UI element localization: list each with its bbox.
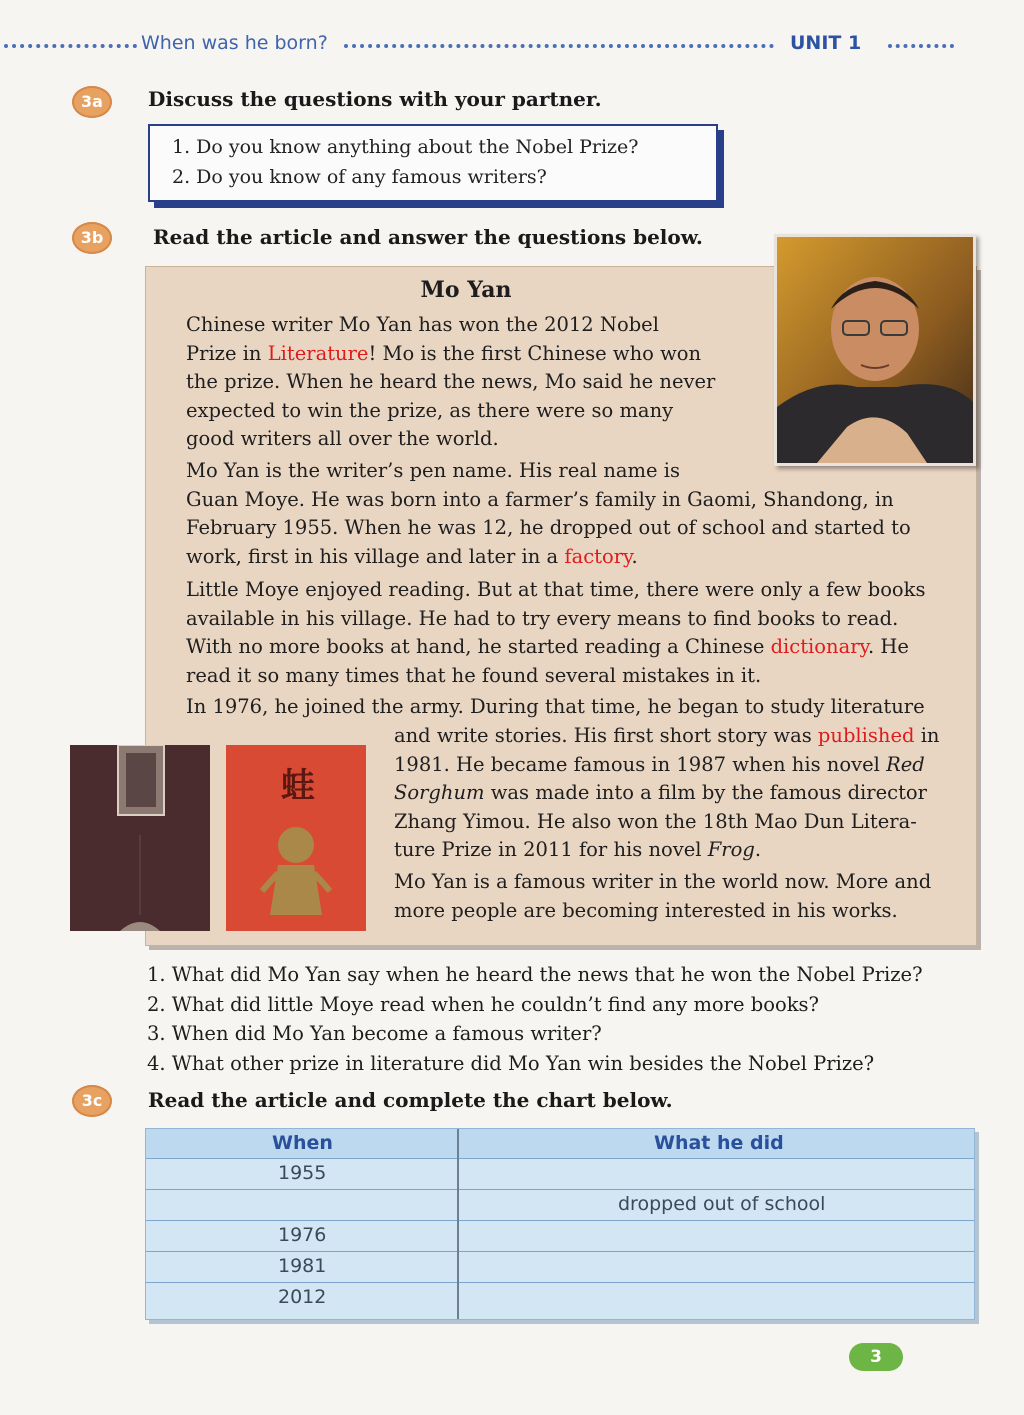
- chart-cell-what: dropped out of school: [618, 1193, 826, 1215]
- header-dots-right: [888, 44, 954, 48]
- badge-3c: 3c: [72, 1085, 112, 1117]
- instruction-3c: Read the article and complete the chart below.: [148, 1088, 673, 1112]
- article-paragraph-1: Chinese writer Mo Yan has won the 2012 Nobel Prize in Literature! Mo is the first Chinese who won the prize. When he heard the news, Mo said he never expected to win the prize, as there were so many good writers all over the world.: [186, 313, 716, 450]
- book-cover-image: [226, 745, 366, 931]
- question-item: 3. When did Mo Yan become a famous writer?: [147, 1022, 602, 1045]
- badge-3a: 3a: [72, 86, 112, 118]
- question-item: 2. What did little Moye read when he couldn’t find any more books?: [147, 992, 819, 1016]
- page-header: [0, 30, 1024, 60]
- comprehension-questions: [147, 960, 923, 1078]
- unit-label: UNIT 1: [790, 32, 862, 54]
- instruction-3b: Read the article and answer the questions below.: [153, 225, 703, 249]
- chart-row: [146, 1158, 974, 1190]
- article-paragraph-4-line1: In 1976, he joined the army. During that time, he began to study literature: [186, 695, 925, 718]
- chart-divider: [457, 1129, 459, 1319]
- chart-cell-when: 1976: [278, 1224, 327, 1246]
- book-cover-frog: [226, 745, 366, 931]
- chart-row: [146, 1220, 974, 1252]
- chart-cell-when: 2012: [278, 1286, 327, 1308]
- article-title: Mo Yan: [420, 277, 512, 303]
- question-item: 1. What did Mo Yan say when he heard the news that he won the Nobel Prize?: [147, 963, 923, 986]
- book-cover-image: [70, 745, 210, 931]
- instruction-3a: Discuss the questions with your partner.: [148, 87, 602, 111]
- chart-header-when: When: [272, 1132, 333, 1154]
- chart-cell-when: 1981: [278, 1255, 327, 1277]
- novel-title: Frog: [707, 838, 755, 861]
- chart-header-what: What he did: [654, 1132, 784, 1154]
- vocab-dictionary: dictionary: [770, 635, 868, 658]
- vocab-literature: Literature: [267, 341, 369, 365]
- article-paragraph-3: Little Moye enjoyed reading. But at that time, there were only a few books available in his village. He had to try every means to find books to read. With no more books at hand, he started reading a Chinese dictionary. He read it so many times that he found several mistakes in it.: [186, 578, 926, 687]
- discussion-box: [148, 124, 718, 202]
- timeline-chart: [145, 1128, 975, 1320]
- frog-title-glyph: 蛙: [281, 766, 315, 806]
- vocab-published: published: [817, 724, 915, 747]
- article-paragraph-5: Mo Yan is a famous writer in the world now. More and more people are becoming interested in his works.: [394, 870, 932, 922]
- page-number: 3: [849, 1343, 903, 1371]
- chart-row: [146, 1189, 974, 1221]
- discussion-question: 1. Do you know anything about the Nobel Prize?: [172, 136, 639, 158]
- header-title: When was he born?: [141, 32, 328, 54]
- header-dots-left: [4, 44, 137, 48]
- chart-header-row: [146, 1129, 974, 1159]
- book-cover-red-sorghum: [70, 745, 210, 931]
- article-paragraph-2: Mo Yan is the writer’s pen name. His real name is Guan Moye. He was born into a farmer’s family in Gaomi, Shandong, in February 1955. When he was 12, he dropped out of school and started to work, first in his village and later in a factory.: [186, 459, 911, 568]
- novel-title: Sorghum: [394, 781, 485, 804]
- question-item: 4. What other prize in literature did Mo Yan win besides the Nobel Prize?: [147, 1051, 875, 1075]
- article-paragraph-4: and write stories. His first short story was published in 1981. He became famous in 1987 when his novel Red Sorghum was made into a film by the famous director Zhang Yimou. He also won the 18th Mao Dun Litera- ture Prize in 2011 for his novel Frog.: [394, 724, 940, 861]
- portrait-image: [777, 237, 973, 463]
- chart-cell-when: 1955: [278, 1162, 327, 1184]
- novel-title: Red: [886, 752, 925, 776]
- header-dots-middle: [344, 44, 774, 48]
- badge-3b: 3b: [72, 222, 112, 254]
- discussion-question: 2. Do you know of any famous writers?: [172, 166, 547, 188]
- vocab-factory: factory: [564, 544, 632, 568]
- writer-photo: [774, 234, 976, 466]
- chart-row: [146, 1251, 974, 1283]
